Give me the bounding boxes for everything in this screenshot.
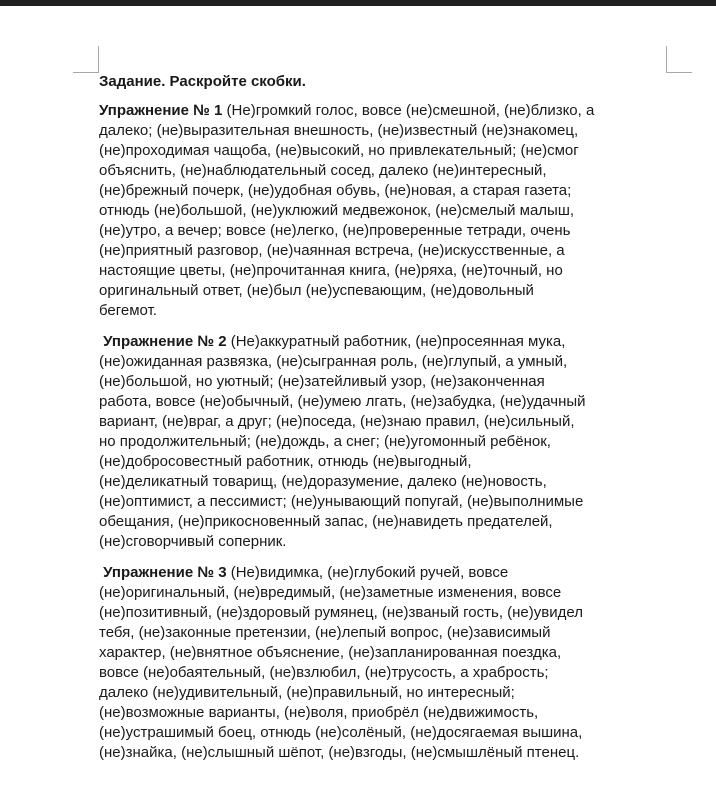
- text-line: характер, (не)внятное объяснение, (не)запланированная поездка,: [99, 644, 562, 661]
- text-line: работа, вовсе (не)обычный, (не)умею лгать, (не)забудка, (не)удачный: [99, 393, 586, 410]
- exercise-heading: Упражнение № 1: [99, 102, 223, 119]
- exercise-first-line: [99, 101, 669, 121]
- text-line: (не)позитивный, (не)здоровый румянец, (не)званый гость, (не)увидел: [99, 604, 583, 621]
- text-line: (не)ожиданная развязка, (не)сыгранная роль, (не)глупый, а умный,: [99, 353, 568, 370]
- exercise-first-line: [99, 332, 669, 352]
- text-line: (не)устрашимый боец, отнюдь (не)солёный, (не)досягаемая вышина,: [99, 724, 583, 741]
- text-line: (не)знайка, (не)слышный шёпот, (не)взгоды, (не)смышлёный птенец.: [99, 744, 580, 761]
- text-line: (Не)видимка, (не)глубокий ручей, вовсе: [226, 564, 509, 581]
- text-line: (не)приятный разговор, (не)чаянная встреча, (не)искусственные, а: [99, 242, 565, 259]
- text-line: (Не)аккуратный работник, (не)просеянная мука,: [226, 333, 566, 350]
- text-line: (не)оптимист, а пессимист; (не)унывающий попугай, (не)выполнимые: [99, 493, 584, 510]
- crop-mark-right-vertical: [666, 46, 667, 73]
- exercise-1: [99, 101, 669, 321]
- crop-mark-right-horizontal: [666, 72, 692, 73]
- text-line: (не)оригинальный, (не)вредимый, (не)заметные изменения, вовсе: [99, 584, 562, 601]
- text-line: оригинальный ответ, (не)был (не)успевающим, (не)довольный: [99, 282, 534, 299]
- text-line: бегемот.: [99, 302, 157, 319]
- text-line: объяснить, (не)наблюдательный сосед, далеко (не)интересный,: [99, 162, 547, 179]
- exercise-heading: Упражнение № 2: [103, 333, 227, 350]
- window-top-bar: [0, 0, 716, 6]
- text-line: вариант, (не)враг, а друг; (не)поседа, (не)знаю правил, (не)сильный,: [99, 413, 575, 430]
- text-line: (не)брежный почерк, (не)удобная обувь, (не)новая, а старая газета;: [99, 182, 572, 199]
- text-line: (Не)громкий голос, вовсе (не)смешной, (не)близко, а: [222, 102, 595, 119]
- exercise-3: [99, 563, 669, 763]
- exercise-2: [99, 332, 669, 552]
- text-line: обещания, (не)прикосновенный запас, (не)навидеть предателей,: [99, 513, 553, 530]
- text-line: далеко (не)удивительный, (не)правильный, но интересный;: [99, 684, 515, 701]
- text-line: тебя, (не)законные претензии, (не)лепый вопрос, (не)зависимый: [99, 624, 551, 641]
- text-line: но продолжительный; (не)дождь, а снег; (не)угомонный ребёнок,: [99, 433, 551, 450]
- text-line: далеко; (не)выразительная внешность, (не)известный (не)знакомец,: [99, 122, 579, 139]
- text-line: (не)утро, а вечер; вовсе (не)легко, (не)проверенные тетради, очень: [99, 222, 571, 239]
- crop-mark-left-vertical: [98, 46, 99, 73]
- exercise-first-line: [99, 563, 669, 583]
- text-line: (не)добросовестный работник, отнюдь (не)выгодный,: [99, 453, 472, 470]
- text-line: настоящие цветы, (не)прочитанная книга, (не)ряха, (не)точный, но: [99, 262, 563, 279]
- text-line: (не)проходимая чащоба, (не)высокий, но привлекательный; (не)смог: [99, 142, 579, 159]
- text-line: (не)деликатный товарищ, (не)доразумение, далеко (не)новость,: [99, 473, 547, 490]
- task-title: Задание. Раскройте скобки.: [99, 73, 306, 90]
- text-line: вовсе (не)обаятельный, (не)взлюбил, (не)трусость, а храбрость;: [99, 664, 549, 681]
- text-line: (не)возможные варианты, (не)воля, приобрёл (не)движимость,: [99, 704, 539, 721]
- exercise-heading: Упражнение № 3: [103, 564, 227, 581]
- document-page: [99, 72, 669, 774]
- crop-mark-left-horizontal: [73, 72, 99, 73]
- text-line: отнюдь (не)большой, (не)уклюжий медвежонок, (не)смелый малыш,: [99, 202, 575, 219]
- text-line: (не)сговорчивый соперник.: [99, 533, 287, 550]
- text-line: (не)большой, но уютный; (не)затейливый узор, (не)законченная: [99, 373, 545, 390]
